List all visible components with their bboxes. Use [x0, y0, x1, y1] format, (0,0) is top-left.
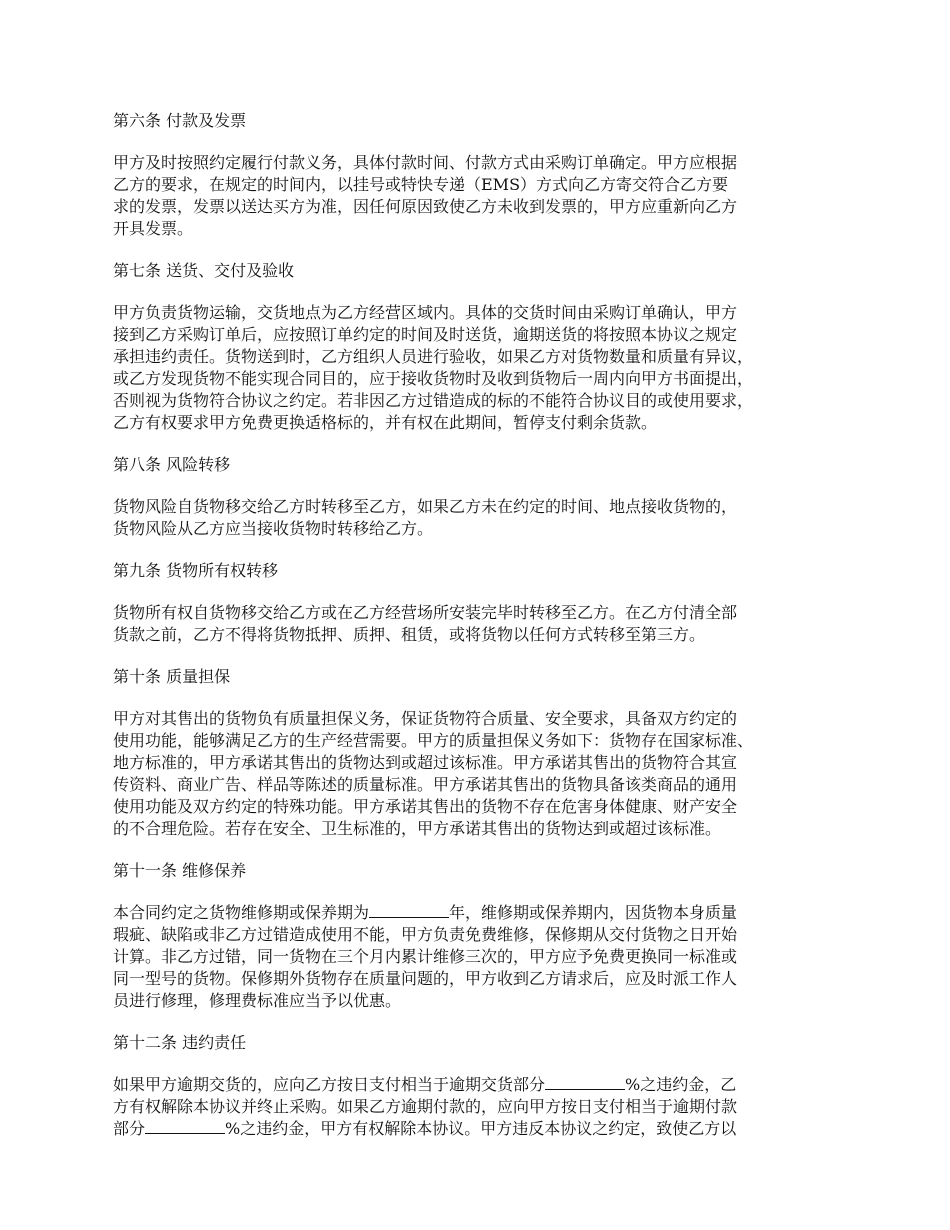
text-fragment: 年，维修期或保养期内，因货物本身质量	[449, 903, 738, 922]
text-fragment: %之违约金，甲方有权解除本协议。甲方违反本协议之约定，致使乙方以	[225, 1119, 737, 1138]
text-line: 传资料、商业广告、样品等陈述的质量标准。甲方承诺其售出的货物具备该类商品的通用	[113, 775, 738, 794]
text-line: 承担违约责任。货物送到时，乙方组织人员进行验收，如果乙方对货物数量和质量有异议，	[113, 347, 754, 366]
text-line	[113, 902, 838, 924]
article-9-heading: 第九条 货物所有权转移	[113, 561, 279, 580]
text-line: 使用功能，能够满足乙方的生产经营需要。甲方的质量担保义务如下：货物存在国家标准、	[113, 731, 754, 750]
text-fragment: 如果甲方逾期交货的，应向乙方按日支付相当于逾期交货部分	[113, 1075, 546, 1094]
text-line: 或乙方发现货物不能实现合同目的，应于接收货物时及收到货物后一周内向甲方书面提出，	[113, 369, 754, 388]
article-10-body	[113, 708, 838, 840]
text-line: 求的发票，发票以送达买方为准，因任何原因致使乙方未收到发票的，甲方应重新向乙方	[113, 197, 738, 216]
article-11-heading: 第十一条 维修保养	[113, 861, 247, 880]
text-line: 方有权解除本协议并终止采购。如果乙方逾期付款的，应向甲方按日支付相当于逾期付款	[113, 1097, 738, 1116]
text-fragment: 本合同约定之货物维修期或保养期为	[113, 903, 370, 922]
article-10-heading: 第十条 质量担保	[113, 667, 231, 686]
article-6-heading: 第六条 付款及发票	[113, 111, 247, 130]
text-line: 接到乙方采购订单后，应按照订单约定的时间及时送货，逾期送货的将按照本协议之规定	[113, 325, 738, 344]
text-line: 的不合理危险。若存在安全、卫生标准的，甲方承诺其售出的货物达到或超过该标准。	[113, 819, 722, 838]
text-line: 使用功能及双方约定的特殊功能。甲方承诺其售出的货物不存在危害身体健康、财产安全	[113, 797, 738, 816]
article-12-body	[113, 1074, 838, 1140]
article-7-heading: 第七条 送货、交付及验收	[113, 261, 295, 280]
text-line: 计算。非乙方过错，同一货物在三个月内累计维修三次的，甲方应予免费更换同一标准或	[113, 947, 738, 966]
article-8-heading: 第八条 风险转移	[113, 455, 231, 474]
text-line: 货款之前，乙方不得将货物抵押、质押、租赁，或将货物以任何方式转移至第三方。	[113, 625, 706, 644]
article-8-body	[113, 496, 838, 540]
text-line: 瑕疵、缺陷或非乙方过错造成使用不能，甲方负责免费维修，保修期从交付货物之日开始	[113, 925, 738, 944]
text-line: 员进行修理，修理费标准应当予以优惠。	[113, 991, 402, 1010]
fill-in-blank-payment-penalty	[145, 1118, 225, 1134]
article-11-body	[113, 902, 838, 1012]
text-line: 货物风险从乙方应当接收货物时转移给乙方。	[113, 519, 434, 538]
fill-in-blank-years	[369, 902, 449, 918]
text-line: 地方标准的，甲方承诺其售出的货物达到或超过该标准。甲方承诺其售出的货物符合其宣	[113, 753, 738, 772]
text-line: 乙方有权要求甲方免费更换适格标的，并有权在此期间，暂停支付剩余货款。	[113, 413, 658, 432]
text-line	[113, 1074, 838, 1096]
text-line: 乙方的要求，在规定的时间内，以挂号或特快专递（EMS）方式向乙方寄交符合乙方要	[113, 175, 729, 194]
text-line: 甲方负责货物运输，交货地点为乙方经营区域内。具体的交货时间由采购订单确认，甲方	[113, 303, 738, 322]
text-line: 否则视为货物符合协议之约定。若非因乙方过错造成的标的不能符合协议目的或使用要求，	[113, 391, 754, 410]
fill-in-blank-delivery-penalty	[545, 1074, 625, 1090]
text-line: 甲方及时按照约定履行付款义务，具体付款时间、付款方式由采购订单确定。甲方应根据	[113, 153, 738, 172]
text-fragment: %之违约金，乙	[625, 1075, 737, 1094]
article-7-body	[113, 302, 838, 434]
article-6-body	[113, 152, 838, 240]
text-line	[113, 1118, 838, 1140]
article-12-heading: 第十二条 违约责任	[113, 1033, 247, 1052]
text-line: 甲方对其售出的货物负有质量担保义务，保证货物符合质量、安全要求，具备双方约定的	[113, 709, 738, 728]
text-line: 开具发票。	[113, 219, 194, 238]
article-9-body	[113, 602, 838, 646]
text-line: 货物风险自货物移交给乙方时转移至乙方，如果乙方未在约定的时间、地点接收货物的，	[113, 497, 738, 516]
text-line: 货物所有权自货物移交给乙方或在乙方经营场所安装完毕时转移至乙方。在乙方付清全部	[113, 603, 738, 622]
text-line: 同一型号的货物。保修期外货物存在质量问题的，甲方收到乙方请求后，应及时派工作人	[113, 969, 738, 988]
text-fragment: 部分	[113, 1119, 146, 1138]
